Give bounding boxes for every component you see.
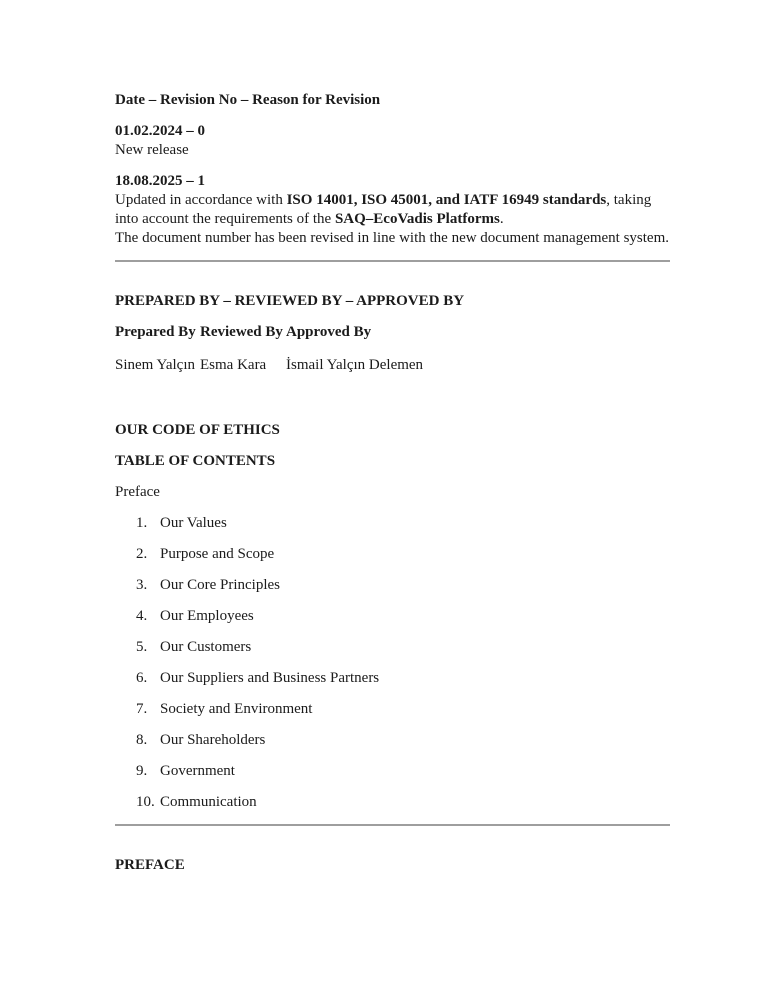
- toc-item: [115, 762, 670, 781]
- toc-list: [115, 514, 670, 812]
- revision-entry-2-standards-bold: ISO 14001, ISO 45001, and IATF 16949 standards: [286, 192, 607, 208]
- toc-item-number: 2.: [136, 546, 148, 562]
- revision-entry-2-note-line2: The document number has been revised in line with the new document management system.: [115, 230, 670, 246]
- document-title: OUR CODE OF ETHICS: [115, 422, 280, 438]
- toc-item: [115, 669, 670, 688]
- toc-item-number: 1.: [136, 515, 148, 531]
- approval-column-approved-by: Approved By: [286, 324, 372, 340]
- toc-item-label: Government: [160, 763, 235, 779]
- toc-item-label: Our Suppliers and Business Partners: [160, 670, 380, 686]
- revision-entry-1-note: New release: [115, 142, 189, 158]
- toc-item-number: 8.: [136, 732, 148, 748]
- toc-item: [115, 700, 670, 719]
- toc-item-number: 6.: [136, 670, 148, 686]
- toc-item: [115, 576, 670, 595]
- approval-section-heading: PREPARED BY – REVIEWED BY – APPROVED BY: [115, 293, 465, 309]
- toc-item: [115, 793, 670, 812]
- toc-item: [115, 731, 670, 750]
- revision-entry-2-platforms-bold: SAQ–EcoVadis Platforms: [334, 211, 500, 227]
- approval-table: [115, 323, 670, 375]
- revision-entry-2-id: 18.08.2025 – 1: [115, 173, 205, 189]
- approval-column-reviewed-by: Reviewed By: [200, 324, 283, 340]
- toc-item-label: Our Customers: [160, 639, 252, 655]
- toc-item-label: Our Employees: [160, 608, 254, 624]
- toc-item-number: 10.: [136, 794, 155, 810]
- toc-preface-entry: Preface: [115, 484, 160, 500]
- separator-rule: [115, 824, 670, 826]
- approver-name-prepared: Sinem Yalçın: [115, 357, 196, 373]
- revision-entry-1: [115, 122, 670, 160]
- toc-item-label: Communication: [160, 794, 257, 810]
- toc-item-label: Society and Environment: [160, 701, 313, 717]
- revision-entry-2: [115, 172, 670, 248]
- approver-name-approved: İsmail Yalçın Delemen: [286, 357, 424, 373]
- toc-item-number: 9.: [136, 763, 148, 779]
- revision-log-heading: Date – Revision No – Reason for Revision: [115, 92, 381, 108]
- separator-rule: [115, 260, 670, 262]
- revision-entry-2-note-segment: Updated in accordance with: [115, 192, 287, 208]
- toc-item: [115, 607, 670, 626]
- toc-item-number: 3.: [136, 577, 148, 593]
- toc-item-label: Our Values: [160, 515, 227, 531]
- revision-entry-2-note-segment: , taking into account the requirements of the: [115, 192, 652, 227]
- revision-entry-2-note-segment: .: [499, 211, 504, 227]
- toc-item: [115, 545, 670, 564]
- toc-item-number: 7.: [136, 701, 148, 717]
- toc-item-label: Our Shareholders: [160, 732, 266, 748]
- revision-entry-1-id: 01.02.2024 – 0: [115, 123, 205, 139]
- toc-item: [115, 514, 670, 533]
- approver-name-reviewed: Esma Kara: [200, 357, 267, 373]
- approval-column-prepared-by: Prepared By: [115, 324, 196, 340]
- toc-item-label: Our Core Principles: [160, 577, 280, 593]
- toc-item-label: Purpose and Scope: [160, 546, 275, 562]
- toc-item-number: 5.: [136, 639, 148, 655]
- toc-item: [115, 638, 670, 657]
- preface-heading: PREFACE: [115, 857, 185, 873]
- toc-item-number: 4.: [136, 608, 148, 624]
- toc-heading: TABLE OF CONTENTS: [115, 453, 276, 469]
